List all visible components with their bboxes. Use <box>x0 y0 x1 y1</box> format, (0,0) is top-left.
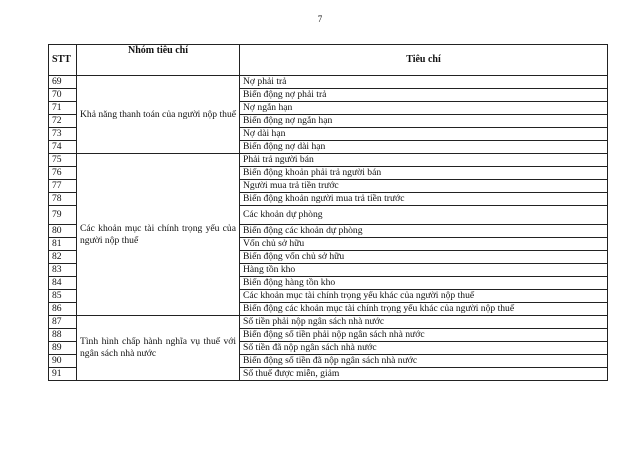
row-stt: 78 <box>49 193 77 206</box>
row-stt: 74 <box>49 141 77 154</box>
row-stt: 82 <box>49 251 77 264</box>
table-row <box>49 76 608 89</box>
row-stt: 73 <box>49 128 77 141</box>
row-criterion: Biến động số tiền phải nộp ngân sách nhà nước <box>240 329 608 342</box>
row-criterion: Vốn chủ sở hữu <box>240 238 608 251</box>
row-criterion: Biến động hàng tồn kho <box>240 277 608 290</box>
row-criterion: Biến động số tiền đã nộp ngân sách nhà nước <box>240 355 608 368</box>
row-criterion: Phải trả người bán <box>240 154 608 167</box>
row-criterion: Biến động vốn chủ sở hữu <box>240 251 608 264</box>
row-stt: 72 <box>49 115 77 128</box>
row-criterion: Nợ ngắn hạn <box>240 102 608 115</box>
row-stt: 76 <box>49 167 77 180</box>
row-stt: 89 <box>49 342 77 355</box>
group-name: Khả năng thanh toán của người nộp thuế <box>77 76 240 154</box>
row-stt: 69 <box>49 76 77 89</box>
row-stt: 79 <box>49 206 77 225</box>
row-criterion: Số tiền đã nộp ngân sách nhà nước <box>240 342 608 355</box>
row-stt: 80 <box>49 225 77 238</box>
row-criterion: Các khoản dự phòng <box>240 206 608 225</box>
row-criterion: Số tiền phải nộp ngân sách nhà nước <box>240 316 608 329</box>
row-criterion: Các khoản mục tài chính trọng yếu khác của người nộp thuế <box>240 290 608 303</box>
table-row <box>49 316 608 329</box>
header-group: Nhóm tiêu chí <box>77 45 240 76</box>
header-criterion: Tiêu chí <box>240 45 608 76</box>
row-criterion: Nợ dài hạn <box>240 128 608 141</box>
row-stt: 91 <box>49 368 77 381</box>
table-header-row <box>49 45 608 76</box>
row-stt: 71 <box>49 102 77 115</box>
criteria-table <box>48 44 608 381</box>
row-stt: 84 <box>49 277 77 290</box>
row-stt: 88 <box>49 329 77 342</box>
row-criterion: Hàng tồn kho <box>240 264 608 277</box>
row-criterion: Biến động khoản phải trả người bán <box>240 167 608 180</box>
row-criterion: Biến động khoản người mua trả tiền trước <box>240 193 608 206</box>
row-stt: 87 <box>49 316 77 329</box>
row-criterion: Biến động các khoản mục tài chính trọng yếu khác của người nộp thuế <box>240 303 608 316</box>
page-number: 7 <box>317 14 323 24</box>
row-stt: 86 <box>49 303 77 316</box>
group-name: Các khoản mục tài chính trọng yếu của người nộp thuế <box>77 154 240 316</box>
row-stt: 75 <box>49 154 77 167</box>
row-criterion: Biến động nợ ngắn hạn <box>240 115 608 128</box>
header-stt: STT <box>49 45 77 76</box>
row-stt: 77 <box>49 180 77 193</box>
row-stt: 81 <box>49 238 77 251</box>
row-stt: 85 <box>49 290 77 303</box>
row-stt: 90 <box>49 355 77 368</box>
table-row <box>49 154 608 167</box>
row-criterion: Biến động nợ dài hạn <box>240 141 608 154</box>
row-stt: 70 <box>49 89 77 102</box>
row-criterion: Nợ phải trả <box>240 76 608 89</box>
row-criterion: Người mua trả tiền trước <box>240 180 608 193</box>
group-name: Tình hình chấp hành nghĩa vụ thuế với ngân sách nhà nước <box>77 316 240 381</box>
row-criterion: Biến động nợ phải trả <box>240 89 608 102</box>
row-criterion: Biến động các khoản dự phòng <box>240 225 608 238</box>
row-criterion: Số thuế được miễn, giảm <box>240 368 608 381</box>
row-stt: 83 <box>49 264 77 277</box>
